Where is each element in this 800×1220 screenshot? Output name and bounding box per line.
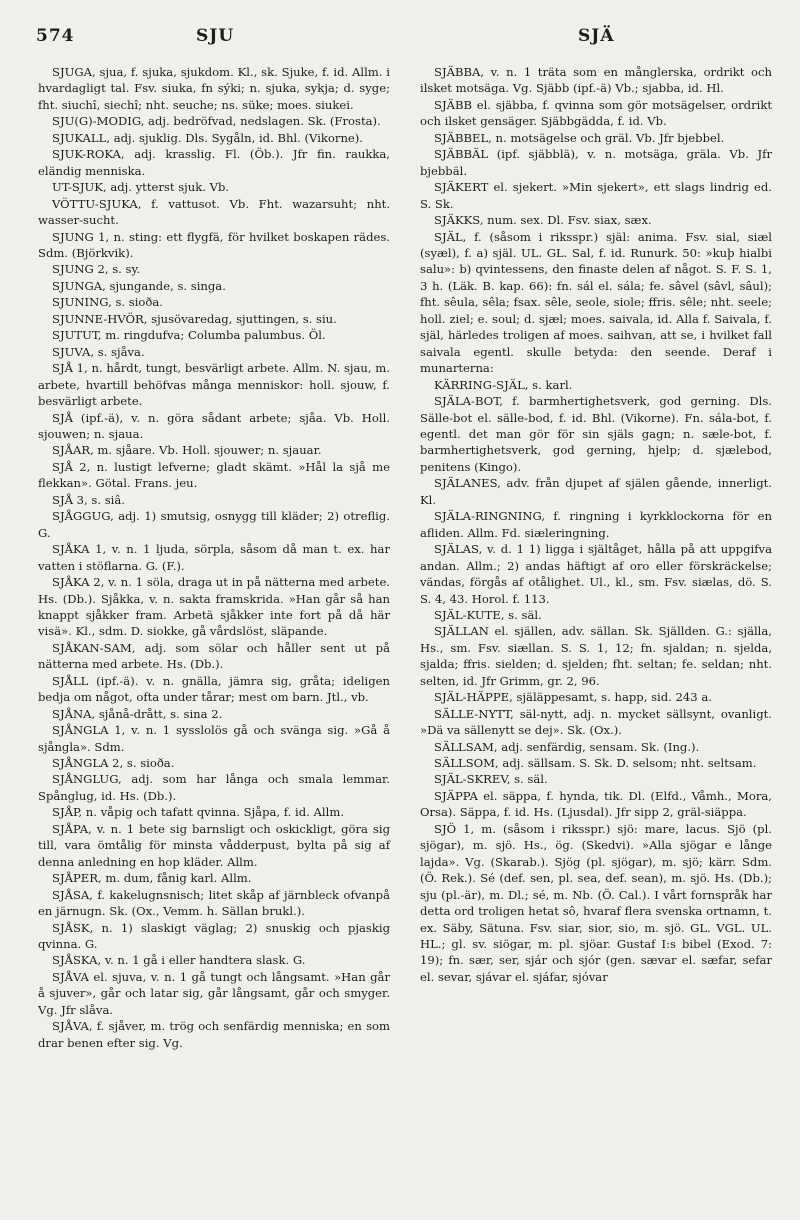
dictionary-entry [420, 146, 772, 179]
guide-word-left: SJU [196, 26, 235, 46]
entry-headword: SJUNING, [52, 295, 112, 310]
entry-definition: själäppesamt, s. happ, sid. 243 a. [512, 690, 712, 705]
entry-definition: s. karl. [528, 377, 573, 392]
dictionary-entry [38, 574, 390, 640]
dictionary-entry [38, 196, 390, 229]
dictionary-entry [38, 64, 390, 113]
entry-headword: SJÄPPA [434, 788, 478, 803]
dictionary-entry [38, 410, 390, 443]
entry-definition: f. (såsom i riksspr.) själ: anima. Fsv. sial, siæl (syæl), f. a) själ. UL. GL. Sal, f. id. Runurk. 50: »kuþ hialbi salu»: b) qvintessens, den finaste delen af något. S. F. S. 1, 3 h. (Läk. B. kap. 66): fn. sál el. sála; fe. sâvel (sâvl, sâul); fht. sêula, sêla; fsax. sêle, seole, siole; ffris. sêle; nht. seele; holl. ziel; e. soul; d. sjæl; moes. saivala, id. Alla f. Saivala, f. själ, härledes troligen af moes. saihvan, att se, i hvilket fall saivala egentl. skulle betyda: den seende. Deraf i munarterna: [420, 229, 772, 376]
entry-definition: adj. sjuklig. Dls. Sygåln, id. Bhl. (Vikorne). [110, 130, 363, 145]
entry-headword: SJÄLLAN [434, 624, 489, 639]
dictionary-entry [38, 920, 390, 953]
entry-definition: sjusövaredag, sjuttingen, s. siu. [147, 311, 337, 326]
dictionary-entry [38, 113, 390, 129]
entry-definition: el. säppa, f. hynda, tik. Dl. (Elfd., Våmh., Mora, Orsa). Säppa, f. id. Hs. (Ljusdal). Jfr sipp 2, gräl-siäppa. [420, 788, 772, 820]
entry-definition: adv. från djupet af själen gående, innerligt. Kl. [420, 476, 772, 507]
entry-headword: SJÄL-SKREV, [434, 772, 511, 787]
dictionary-entry [38, 1018, 390, 1051]
entry-headword: SJÖ 1, [434, 821, 475, 836]
entry-headword: SJÅSKA, [52, 953, 102, 968]
entry-definition: s. sy. [108, 262, 141, 277]
entry-headword: VÖTTU-SJUKA, [52, 196, 142, 211]
entry-definition: adj. 1) smutsig, osnygg till kläder; 2) otreflig. G. [38, 509, 390, 540]
dictionary-entry [38, 327, 390, 343]
dictionary-entry [38, 722, 390, 755]
entry-definition: f. ringning i kyrkklockorna för en afliden. Allm. Fd. siæleringning. [420, 509, 772, 540]
entry-definition: sjungande, s. singa. [105, 278, 226, 293]
dictionary-entry [420, 212, 772, 228]
entry-headword: SJÄL-HÄPPE, [434, 690, 513, 705]
dictionary-entry [420, 689, 772, 705]
entry-headword: SJÅVA [52, 969, 89, 984]
dictionary-entry [420, 771, 772, 787]
dictionary-entry [38, 821, 390, 870]
entry-definition: v. n. 1 gå i eller handtera slask. G. [101, 953, 306, 968]
entry-definition: n. lustigt lefverne; gladt skämt. »Hål la sjå me flekkan». Götal. Frans. jeu. [38, 459, 390, 491]
dictionary-entry [38, 294, 390, 310]
dictionary-entry [420, 179, 772, 212]
entry-headword: SJÄBB [434, 97, 473, 112]
dictionary-entry [38, 969, 390, 1018]
dictionary-entry [420, 229, 772, 377]
entry-definition: adj. som sölar och håller sent ut på nätterna med arbete. Hs. (Db.). [38, 640, 390, 672]
dictionary-entry [38, 755, 390, 771]
dictionary-entry [38, 870, 390, 886]
dictionary-entry [38, 146, 390, 179]
entry-definition: el. själlen, adv. sällan. Sk. Själlden. G.: själla, Hs., sm. Fsv. siællan. S. S. 1, 12; fn. sjaldan; n. sjelda, sjalda; ffris. sielden; d. sjelden; fht. seltan; fe. seldan; nht. selten, id. Jfr Grimm, gr. 2, 96. [420, 624, 772, 688]
dictionary-entry [38, 706, 390, 722]
entry-headword: SJÅKA 1, [52, 542, 107, 557]
entry-definition: adj. sällsam. S. Sk. D. selsom; nht. seltsam. [498, 756, 757, 771]
dictionary-entry [420, 821, 772, 986]
entry-definition: m. (såsom i riksspr.) sjö: mare, lacus. Sjö (pl. sjögar), m. sjö. Hs., ög. (Skedvi). »Alla sjögar e långe lajda». Vg. (Skarab.). Sjög (pl. sjögar), m. sjö; kärr. Sdm. (Ö. Rek.). Sé (def. sen, pl. sea, def. sean), m. sjö. Hs. (Db.); sju (pl.-är), m. Dl.; sé, m. Nb. (Ö. Cal.). I vårt fornspråk har detta ord troligen hetat sô, hvaraf flera svenska ortnamn, t. ex. Säby, Sätuna. Fsv. siar, sior, sio, m. sjö. GL. VGL. UL. HL.; gl. sv. siögar, m. pl. sjöar. Gustaf I:s bibel (Exod. 7: 19); fn. sær, ser, sjár och sjór (gen. sævar el. sæfar, sefar el. sevar, sjávar el. sjáfar, sjóvar [420, 821, 772, 984]
entry-definition: m. ringdufva; Columba palumbus. Öl. [101, 328, 326, 343]
dictionary-entry [38, 887, 390, 920]
entry-headword: SÄLLSOM, [434, 756, 499, 771]
entry-headword: SJUKALL, [52, 130, 111, 145]
entry-definition: el. sjäbba, f. qvinna som gör motsägelser, ordrikt och ilsket gensäger. Sjäbbgädda, f. id. Vb. [420, 97, 772, 129]
entry-headword: SJÄKKS, [434, 213, 484, 228]
entry-headword: SJÅ [52, 410, 73, 425]
entry-headword: SJUVA, [52, 344, 95, 359]
entry-headword: SJÅVA, [52, 1019, 93, 1034]
left-column [38, 64, 390, 1051]
guide-word-right: SJÄ [578, 26, 615, 46]
dictionary-entry [420, 755, 772, 771]
entry-definition: s. siâ. [87, 492, 125, 507]
entry-definition: f. sjåver, m. trög och senfärdig menniska; en som drar benen efter sig. Vg. [38, 1019, 390, 1050]
entry-headword: SJÄL, [434, 229, 467, 244]
entry-definition: säl-nytt, adj. n. mycket sällsynt, ovanligt. »Dä va sällenytt se dej». Sk. (Ox.). [420, 706, 772, 738]
right-column [420, 64, 772, 985]
entry-headword: SJUNGA, [52, 278, 106, 293]
dictionary-entry [38, 278, 390, 294]
entry-definition: n. sting: ett flygfä, för hvilket boskapen rädes. Sdm. (Björkvik). [38, 229, 390, 260]
dictionary-entry [38, 771, 390, 804]
entry-definition: s. säl. [510, 772, 548, 787]
entry-headword: SJÅNA, [52, 706, 96, 721]
entry-definition: adj. ytterst sjuk. Vb. [106, 180, 230, 195]
entry-definition: f. barmhertighetsverk, god gerning. Dls. Sälle-bot el. sälle-bod, f. id. Bhl. (Vikorne). Fn. sála-bot, f. egentl. det man gör för sin själs gagn; n. sæle-bot, f. barmhertighetsverk, god gerning, hjelp; d. sjælebod, penitens (Kingo). [420, 394, 772, 474]
dictionary-entry [38, 130, 390, 146]
dictionary-entry [38, 673, 390, 706]
dictionary-entry [38, 952, 390, 968]
entry-headword: SÄLLE-NYTT, [434, 706, 514, 721]
dictionary-entry [420, 64, 772, 97]
dictionary-entry [38, 261, 390, 277]
entry-definition: n. hårdt, tungt, besvärligt arbete. Allm. N. sjau, m. arbete, hvartill behöfvas många menniskor: holl. sjouw, f. besvärligt arbete. [38, 361, 390, 409]
entry-headword: SJUNG 2, [52, 262, 109, 277]
entry-headword: SJÅKA 2, [52, 575, 105, 590]
dictionary-entry [38, 229, 390, 262]
entry-headword: SJÄBBEL, [434, 130, 492, 145]
dictionary-entry [38, 311, 390, 327]
entry-headword: SJÄL-KUTE, [434, 607, 505, 622]
entry-definition: v. n. 1 ljuda, sörpla, såsom då man t. ex. har vatten i stöflarna. G. (F.). [38, 542, 390, 573]
entry-headword: SJÅNGLUG, [52, 772, 122, 787]
entry-definition: n. motsägelse och gräl. Vb. Jfr bjebbel. [491, 130, 725, 145]
entry-definition: (ipf. sjäbblä), v. n. motsäga, gräla. Vb. Jfr bjebbäl. [420, 147, 772, 178]
dictionary-entry [38, 442, 390, 458]
entry-headword: SJUNG 1, [52, 229, 110, 244]
dictionary-entry [38, 804, 390, 820]
entry-headword: SJÅP, [52, 805, 83, 820]
dictionary-entry [420, 475, 772, 508]
dictionary-entry [420, 541, 772, 607]
page-number: 574 [36, 26, 75, 46]
dictionary-entry [38, 640, 390, 673]
dictionary-entry [420, 739, 772, 755]
entry-definition: , adj. krasslig. Fl. (Öb.). Jfr fin. raukka, eländig menniska. [38, 147, 390, 178]
entry-headword: SJÅSA, [52, 887, 93, 902]
dictionary-entry [38, 492, 390, 508]
entry-headword: SJÄLAS, [434, 542, 483, 557]
entry-definition: sjua, f. sjuka, sjukdom. Kl., sk. Sjuke, f. id. Allm. i hvardagligt tal. Fsv. siuka, fn sýki; n. sjuka, sykja; d. syge; fht. siuchî, siechî; nht. seuche; ns. süke; moes. siukei. [38, 65, 390, 112]
entry-definition: f. kakelugnsnisch; litet skåp af järnbleck ofvanpå en järnugn. Sk. (Ox., Vemm. h. Sällan brukl.). [38, 887, 390, 919]
entry-headword: SJÅNGLA 1, [52, 723, 126, 738]
dictionary-entry [420, 607, 772, 623]
entry-headword: SJÅGGUG, [52, 509, 114, 524]
entry-definition: n. 1) slaskigt väglag; 2) snuskig och pjaskig qvinna. G. [38, 920, 390, 952]
dictionary-entry [420, 788, 772, 821]
entry-headword: SJÅ 1, [52, 361, 88, 376]
dictionary-entry [38, 360, 390, 409]
dictionary-entry [420, 130, 772, 146]
entry-definition: m. dum, fånig karl. Allm. [101, 871, 252, 886]
dictionary-entry [420, 508, 772, 541]
entry-definition: sjånå-drått, s. sina 2. [95, 706, 223, 721]
dictionary-entry [38, 459, 390, 492]
entry-headword: SJÄLA-RINGNING, [434, 509, 546, 524]
entry-definition: m. sjåare. Vb. Holl. sjouwer; n. sjauar. [93, 443, 322, 458]
entry-definition: v. n. 1 träta som en månglerska, ordrikt och ilsket motsäga. Vg. Sjäbb (ipf.-ä) Vb.; sjabba, id. Hl. [420, 65, 772, 96]
entry-headword: SJÅ 2, [52, 459, 91, 474]
dictionary-entry [420, 706, 772, 739]
entry-headword: KÄRRING-SJÄL, [434, 377, 529, 392]
entry-headword: SJÄBBA, [434, 65, 485, 79]
entry-definition: s. säl. [504, 607, 542, 622]
entry-definition: v. n. 1 bete sig barnsligt och oskickligt, göra sig till, vara ömtålig för minsta vådderpust, bylta på sig af denna anledning en hop kläder. Allm. [38, 821, 390, 869]
entry-headword: SJUNNE-HVÖR, [52, 311, 148, 326]
entry-definition: num. sex. Dl. Fsv. siax, sæx. [483, 213, 652, 228]
entry-headword: SJÄBBÄL [434, 147, 489, 162]
entry-definition: f. vattusot. Vb. Fht. wazarsuht; nht. wasser-sucht. [38, 196, 390, 228]
entry-definition: v. n. 1 sysslolös gå och svänga sig. »Gå å sjångla». Sdm. [38, 723, 391, 754]
entry-headword: SJÅSK, [52, 920, 94, 935]
dictionary-entry [420, 97, 772, 130]
entry-headword: SJÅNGLA 2, [52, 756, 124, 771]
entry-definition: s. sjåva. [94, 344, 145, 359]
entry-definition: s. sioða. [111, 295, 163, 310]
entry-definition: el. sjuva, v. n. 1 gå tungt och långsamt. »Han går å sjuver», går och latar sig, går långsamt, går och smyger. Vg. Jfr slåva. [38, 969, 390, 1017]
dictionary-entry [420, 393, 772, 475]
entry-headword: SÄLLSAM, [434, 739, 498, 754]
entry-headword: SJÄKERT [434, 180, 489, 195]
entry-definition: adj. som har långa och smala lemmar. Spånglug, id. Hs. (Db.). [38, 772, 390, 803]
entry-headword: SJUK-ROKA [52, 147, 121, 162]
entry-headword: SJÅKAN-SAM, [52, 640, 136, 655]
entry-headword: UT-SJUK, [52, 180, 107, 195]
entry-headword: SJÄLANES, [434, 476, 501, 491]
dictionary-entry [420, 377, 772, 393]
entry-definition: el. sjekert. »Min sjekert», ett slags lindrig ed. S. Sk. [420, 180, 772, 211]
entry-headword: SJÅ 3, [52, 492, 88, 507]
entry-headword: SJUGA, [52, 65, 96, 79]
entry-headword: SJÅAR, [52, 443, 94, 458]
dictionary-entry [420, 623, 772, 689]
entry-headword: SJU(G)-MODIG, [52, 114, 145, 129]
entry-definition: v. n. 1 söla, draga ut in på nätterna med arbete. Hs. (Db.). Sjåkka, v. n. sakta framskrida. »Han går så han knappt sjåkker fram. Arbetä sjåkker inte fort på då här visä». Kl., sdm. D. siokke, gå vårdslöst, släpande. [38, 575, 390, 639]
entry-headword: SJÅLL [52, 673, 89, 688]
entry-definition: s. sioða. [123, 756, 175, 771]
entry-headword: SJÅPA, [52, 821, 92, 836]
dictionary-entry [38, 541, 390, 574]
dictionary-entry [38, 344, 390, 360]
entry-definition: adj. senfärdig, sensam. Sk. (Ing.). [497, 739, 700, 754]
entry-headword: SJÄLA-BOT, [434, 394, 503, 409]
entry-definition: (ipf.-ä), v. n. göra sådant arbete; sjåa. Vb. Holl. sjouwen; n. sjaua. [38, 410, 390, 441]
dictionary-entry [38, 179, 390, 195]
entry-definition: adj. bedröfvad, nedslagen. Sk. (Frosta). [144, 114, 381, 129]
entry-headword: SJÅPER, [52, 871, 102, 886]
entry-headword: SJUTUT, [52, 328, 102, 343]
entry-definition: n. våpig och tafatt qvinna. Sjåpa, f. id. Allm. [82, 805, 344, 820]
dictionary-entry [38, 508, 390, 541]
entry-definition: (ipf.-ä). v. n. gnälla, jämra sig, gråta; ideligen bedja om något, ofta under tårar; mest om barn. Jtl., vb. [38, 673, 390, 705]
entry-definition: v. d. 1 1) ligga i själtåget, hålla på att uppgifva andan. Allm.; 2) andas häftigt af oro eller förskräckelse; vändas, förgås af otålighet. Ul., kl., sm. Fsv. siælas, dö. S. S. 4, 43. Horol. f. 113. [420, 542, 772, 606]
